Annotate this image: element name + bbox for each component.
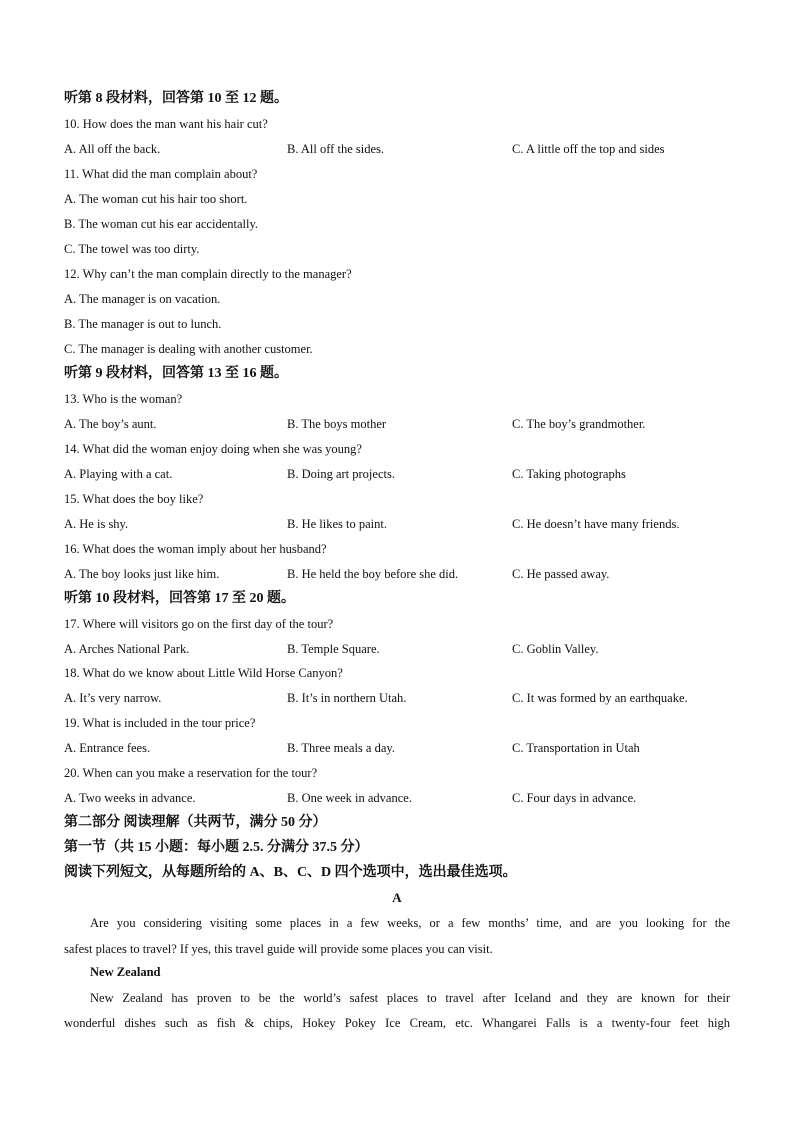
question-stem: 19. What is included in the tour price? xyxy=(64,716,256,730)
question-stem: 13. Who is the woman? xyxy=(64,392,183,406)
paragraph-line: wonderful dishes such as fish & chips, Hokey Pokey Ice Cream, etc. Whangarei Falls is a twenty-four feet high xyxy=(64,1016,730,1030)
option-c: C. He passed away. xyxy=(512,567,610,581)
option-b: B. All off the sides. xyxy=(287,142,384,156)
question-stem: 11. What did the man complain about? xyxy=(64,167,258,181)
option-c: C. Taking photographs xyxy=(512,467,626,481)
option-a: A. It’s very narrow. xyxy=(64,691,162,705)
option-a: A. The boy looks just like him. xyxy=(64,567,220,581)
option-c: C. The manager is dealing with another customer. xyxy=(64,342,313,356)
passage-label: A xyxy=(392,890,402,905)
question-stem: 20. When can you make a reservation for the tour? xyxy=(64,766,318,780)
part-title: 第二部分 阅读理解（共两节，满分 50 分） xyxy=(64,815,327,830)
option-c: C. The towel was too dirty. xyxy=(64,242,200,256)
question-stem: 12. Why can’t the man complain directly to the manager? xyxy=(64,267,352,281)
question-stem: 18. What do we know about Little Wild Horse Canyon? xyxy=(64,666,343,680)
option-b: B. The woman cut his ear accidentally. xyxy=(64,217,259,231)
question-stem: 14. What did the woman enjoy doing when she was young? xyxy=(64,442,362,456)
question-stem: 17. Where will visitors go on the first day of the tour? xyxy=(64,617,334,631)
option-b: B. Temple Square. xyxy=(287,642,380,656)
question-stem: 15. What does the boy like? xyxy=(64,492,204,506)
option-a: A. Two weeks in advance. xyxy=(64,791,196,805)
question-stem: 16. What does the woman imply about her husband? xyxy=(64,542,327,556)
option-c: C. Transportation in Utah xyxy=(512,741,640,755)
section-heading: 听第 9 段材料，回答第 13 至 16 题。 xyxy=(64,366,288,381)
option-b: B. It’s in northern Utah. xyxy=(287,691,407,705)
option-c: C. The boy’s grandmother. xyxy=(512,417,646,431)
option-c: C. A little off the top and sides xyxy=(512,142,665,156)
option-a: A. The boy’s aunt. xyxy=(64,417,157,431)
option-b: B. One week in advance. xyxy=(287,791,412,805)
option-b: B. Doing art projects. xyxy=(287,467,395,481)
option-a: A. The woman cut his hair too short. xyxy=(64,192,248,206)
section-subtitle: 第一节（共 15 小题：每小题 2.5. 分满分 37.5 分） xyxy=(64,840,369,855)
passage-subtitle: New Zealand xyxy=(90,965,161,979)
option-b: B. He likes to paint. xyxy=(287,517,387,531)
instructions: 阅读下列短文，从每题所给的 A、B、C、D 四个选项中，选出最佳选项。 xyxy=(64,865,517,880)
paragraph-line: Are you considering visiting some places in a few weeks, or a few months’ time, and are you looking for the xyxy=(90,916,730,930)
option-b: B. The boys mother xyxy=(287,417,387,431)
section-heading: 听第 10 段材料，回答第 17 至 20 题。 xyxy=(64,591,295,606)
option-a: A. All off the back. xyxy=(64,142,161,156)
option-b: B. Three meals a day. xyxy=(287,741,395,755)
option-c: C. He doesn’t have many friends. xyxy=(512,517,680,531)
option-a: A. Entrance fees. xyxy=(64,741,151,755)
option-c: C. Goblin Valley. xyxy=(512,642,599,656)
paragraph-line: safest places to travel? If yes, this travel guide will provide some places you can visit. xyxy=(64,942,493,956)
option-a: A. The manager is on vacation. xyxy=(64,292,221,306)
option-b: B. The manager is out to lunch. xyxy=(64,317,222,331)
option-b: B. He held the boy before she did. xyxy=(287,567,459,581)
paragraph-line: New Zealand has proven to be the world’s safest places to travel after Iceland and they are known for their xyxy=(90,991,730,1005)
option-c: C. It was formed by an earthquake. xyxy=(512,691,688,705)
option-a: A. He is shy. xyxy=(64,517,129,531)
section-heading: 听第 8 段材料，回答第 10 至 12 题。 xyxy=(64,91,288,106)
option-a: A. Arches National Park. xyxy=(64,642,190,656)
option-a: A. Playing with a cat. xyxy=(64,467,173,481)
option-c: C. Four days in advance. xyxy=(512,791,637,805)
question-stem: 10. How does the man want his hair cut? xyxy=(64,117,268,131)
